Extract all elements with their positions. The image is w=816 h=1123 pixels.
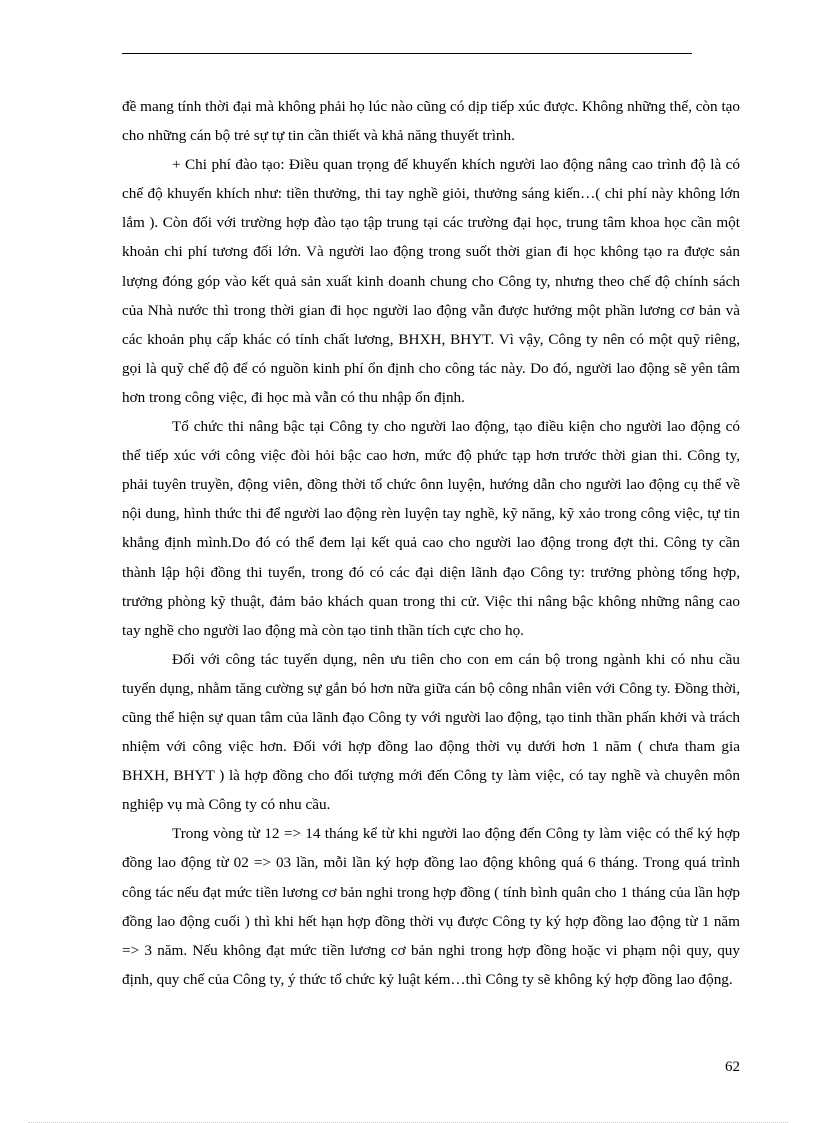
page-number: 62 (725, 1059, 740, 1075)
paragraph-continuation: đề mang tính thời đại mà không phải họ lúc nào cũng có dịp tiếp xúc được. Không những thế, còn tạo cho những cán bộ trẻ sự tự tin cần thiết và khả năng thuyết trình. (122, 98, 740, 145)
header-rule (122, 53, 692, 54)
document-body (122, 92, 740, 994)
paragraph-recruitment: Đối với công tác tuyển dụng, nên ưu tiên cho con em cán bộ trong ngành khi có nhu cầu tuyển dụng, nhằm tăng cường sự gắn bó hơn nữa giữa cán bộ công nhân viên với Công ty. Đồng thời, cũng thể hiện sự quan tâm của lãnh đạo Công ty với người lao động, tạo tinh thần phấn khởi và trách nhiệm với công việc hơn. Đối với hợp đồng lao động thời vụ dưới hơn 1 năm ( chưa tham gia BHXH, BHYT ) là hợp đồng cho đối tượng mới đến Công ty làm việc, có tay nghề và chuyên môn nghiệp vụ mà Công ty có nhu cầu. (122, 650, 740, 814)
paragraph-contract-terms: Trong vòng từ 12 => 14 tháng kể từ khi người lao động đến Công ty làm việc có thể ký hợp đồng lao động từ 02 => 03 lần, mỗi lần ký hợp đồng lao động không quá 6 tháng. Trong quá trình công tác nếu đạt mức tiền lương cơ bản nghi trong hợp đồng ( tính bình quân cho 1 tháng của lần hợp đồng lao động cuối ) thì khi hết hạn hợp đồng thời vụ được Công ty ký hợp đồng lao động từ 1 năm => 3 năm. Nếu không đạt mức tiền lương cơ bản nghi trong hợp đồng hoặc vi phạm nội quy, quy định, quy chế của Công ty, ý thức tổ chức kỷ luật kém…thì Công ty sẽ không ký hợp đồng lao động. (122, 825, 740, 988)
paragraph-promotion-exam: Tổ chức thi nâng bậc tại Công ty cho người lao động, tạo điều kiện cho người lao động có thể tiếp xúc với công việc đòi hỏi bậc cao hơn, mức độ phức tạp hơn trước thời gian thi. Công ty, phải tuyên truyền, động viên, đồng thời tổ chức ônn luyện, hướng dẫn cho người lao động cụ thể về nội dung, hình thức thi để người lao động rèn luyện tay nghề, kỹ năng, kỹ xảo trong công việc, tự tin khẳng định mình.Do đó có thể đem lại kết quả cao cho người lao động trong đợt thi. Công ty cần thành lập hội đồng thi tuyển, trong đó có các đại diện lãnh đạo Công ty: trưởng phòng tổng hợp, trưởng phòng kỹ thuật, đảm bảo khách quan trong thi cử. Việc thi nâng bậc không những nâng cao tay nghề cho người lao động mà còn tạo tinh thần tích cực cho họ. (122, 418, 740, 639)
paragraph-training-cost: + Chi phí đào tạo: Điều quan trọng để khuyến khích người lao động nâng cao trình độ là có chế độ khuyến khích như: tiền thưởng, thi tay nghề giỏi, thưởng sáng kiến…( chi phí này không lớn lắm ). Còn đối với trường hợp đào tạo tập trung tại các trường đại học, trung tâm khoa học cần một khoản chi phí tương đối lớn. Và người lao động trong suốt thời gian đi học không tạo ra được sản lượng đóng góp vào kết quả sản xuất kinh doanh chung cho Công ty, nhưng theo chế độ chính sách của Nhà nước thì trong thời gian đi học người lao động vẫn được hưởng một phần lương cơ bản và các khoản phụ cấp khác có tính chất lương, BHXH, BHYT. Vì vậy, Công ty nên có một quỹ riêng, gọi là quỹ chế độ để có nguồn kinh phí ổn định cho công tác này. Do đó, người lao động sẽ yên tâm hơn trong công việc, đi học mà vẫn có thu nhập ổn định. (122, 156, 740, 406)
